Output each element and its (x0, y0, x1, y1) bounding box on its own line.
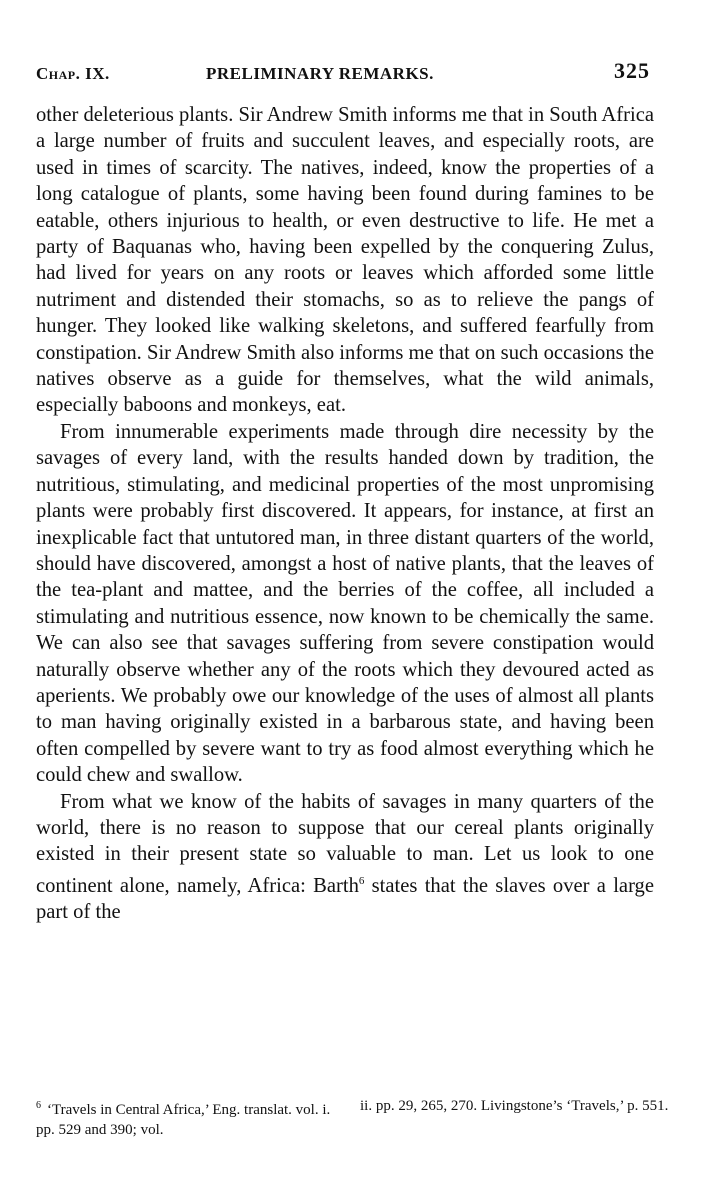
paragraph-2: From innumerable experiments made through dire necessity by the savages of every land, with the results handed down by tradition, the nutritious, stimulating, and medicinal properties of the most unpromising plants were probably first discovered. It appears, for instance, at first an inexplicable fact that untutored man, in three distant quarters of the world, should have discovered, amongst a host of native plants, that the leaves of the tea-plant and mattee, and the berries of the coffee, all included a stimulating and nutritious essence, now known to be chemically the same. We can also see that savages suffering from severe constipation would naturally observe whether any of the roots which they devoured acted as aperients. We probably owe our knowledge of the uses of almost all plants to man having originally existed in a barbarous state, and having been often compelled by severe want to try as food almost everything which he could chew and swallow. (36, 420, 654, 787)
footnote-right-text: ii. pp. 29, 265, 270. Livingstone’s ‘Travels,’ p. 551. (360, 1098, 669, 1114)
paragraph-3-tail: states that the slaves over a large part of the (36, 874, 654, 924)
running-title: PRELIMINARY REMARKS. (206, 64, 434, 83)
footnotes (36, 1096, 676, 1140)
footnote-left-text: ‘Travels in Central Africa,’ Eng. translat. vol. i. pp. 529 and 390; vol. (36, 1102, 331, 1138)
paragraph-1: other deleterious plants. Sir Andrew Smith informs me that in South Africa a large number of fruits and succulent leaves, and especially roots, are used in times of scarcity. The natives, indeed, know the properties of a long catalogue of plants, some having been found during famines to be eatable, others injurious to health, or even destructive to life. He met a party of Baquanas who, having been expelled by the conquering Zulus, had lived for years on any roots or leaves which afforded some little nutriment and distended their stomachs, so as to relieve the pangs of hunger. They looked like walking skeletons, and suffered fearfully from constipation. Sir Andrew Smith also informs me that on such occasions the natives observe as a guide for themselves, what the wild animals, especially baboons and monkeys, eat. (36, 104, 654, 417)
page (36, 58, 654, 925)
chapter-label: Chap. IX. (36, 64, 110, 83)
page-number: 325 (614, 58, 650, 83)
body-text (36, 102, 654, 925)
footnote-marker: 6 (36, 1100, 41, 1111)
running-head (36, 58, 654, 88)
footnote-right-column (360, 1096, 676, 1140)
paragraph-3-text: From what we know of the habits of savages in many quarters of the world, there is no reason to suppose that our cereal plants originally existed in their present state so valuable to man. Let us look to one continent alone, namely, Africa: Barth (36, 790, 654, 897)
footnote-reference: 6 (358, 874, 365, 887)
paragraph-3 (36, 789, 654, 926)
footnote-left-column (36, 1096, 336, 1140)
